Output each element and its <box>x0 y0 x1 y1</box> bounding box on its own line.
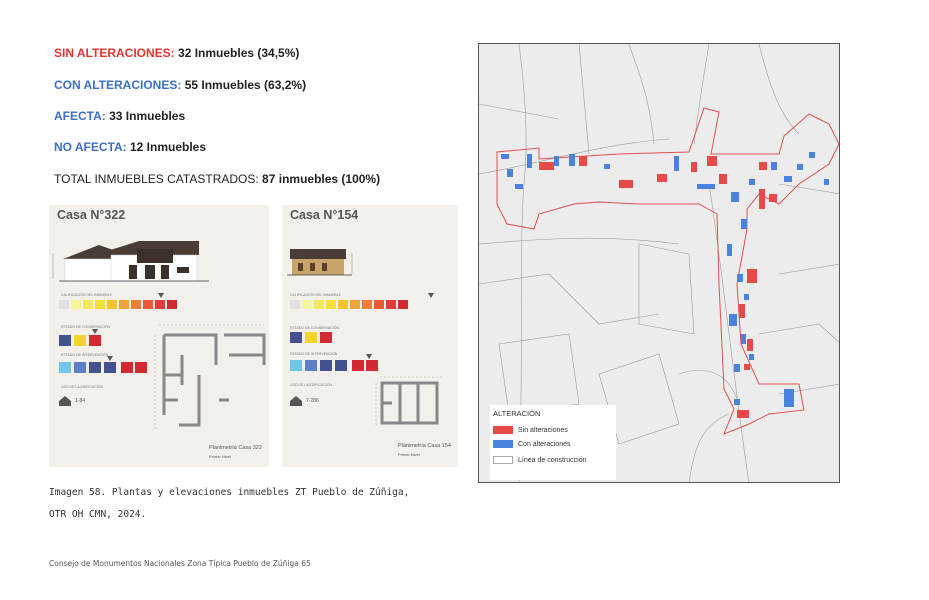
stat-sin-alteraciones <box>54 46 299 60</box>
label-edificacion: USO DE LA EDIFICACIÓN <box>61 385 104 389</box>
scale-cell <box>119 300 129 309</box>
stat-value: 12 Inmuebles <box>130 140 207 154</box>
zone-map <box>478 43 840 483</box>
house-tag: 1-84 <box>75 398 86 404</box>
map-legend <box>490 405 616 480</box>
house-tag: 7-286 <box>306 398 319 404</box>
stat-value: 87 inmuebles (100%) <box>262 172 381 186</box>
legend-item-sin-alteraciones <box>493 426 568 434</box>
scale-cell <box>338 300 348 309</box>
image-caption-line2: OTR OH CMN, 2024. <box>49 509 147 520</box>
stat-total <box>54 172 380 186</box>
scale-cell <box>59 300 69 309</box>
stat-value: 33 Inmuebles <box>109 109 186 123</box>
page-footer: Consejo de Monumentos Nacionales Zona Típica Pueblo de Zúñiga 65 <box>49 559 311 568</box>
scale-cell <box>155 300 165 309</box>
stat-no-afecta <box>54 140 206 154</box>
legend-label: Sin alteraciones <box>518 426 568 434</box>
house-card-154 <box>282 205 458 467</box>
stat-label: NO AFECTA: <box>54 140 127 154</box>
label-intervencion: ESTADO DE INTERVENCIÓN <box>290 352 338 356</box>
scale-cell <box>350 300 360 309</box>
scale-322 <box>59 300 177 309</box>
plan-label: Planimetría Casa 322 <box>209 445 262 451</box>
scale-cell <box>386 300 396 309</box>
label-conservacion: ESTADO DE CONSERVACIÓN <box>61 325 111 329</box>
scale-cell <box>290 300 300 309</box>
stat-label: AFECTA: <box>54 109 106 123</box>
stat-value: 55 Inmuebles (63,2%) <box>184 78 307 92</box>
stat-label: CON ALTERACIONES: <box>54 78 182 92</box>
stat-label: TOTAL INMUEBLES CATASTRADOS: <box>54 172 259 186</box>
label-edificacion: USO DE LA EDIFICACIÓN <box>290 383 333 387</box>
scale-cell <box>83 300 93 309</box>
house-title: Casa N°154 <box>290 208 359 222</box>
stat-value: 32 Inmuebles (34,5%) <box>178 46 300 60</box>
legend-title: ALTERACIÓN <box>493 409 541 418</box>
scale-cell <box>314 300 324 309</box>
scale-cell <box>131 300 141 309</box>
scale-cell <box>71 300 81 309</box>
scale-cell <box>362 300 372 309</box>
label-intervencion: ESTADO DE INTERVENCIÓN <box>61 353 109 357</box>
scale-154 <box>290 300 408 309</box>
stat-con-alteraciones <box>54 78 306 92</box>
legend-label: Línea de construcción <box>518 456 587 464</box>
scale-cell <box>167 300 177 309</box>
house-card-graphics-154 <box>282 205 458 467</box>
house-title: Casa N°322 <box>57 208 126 222</box>
stat-label: SIN ALTERACIONES: <box>54 46 175 60</box>
house-card-graphics-322 <box>49 205 269 467</box>
plan-sub: Primer Nivel <box>209 454 231 459</box>
image-caption-line1: Imagen 58. Plantas y elevaciones inmuebles ZT Pueblo de Zúñiga, <box>49 487 410 498</box>
plan-sub: Primer Nivel <box>398 452 420 457</box>
plan-label: Planimetría Casa 154 <box>398 443 451 449</box>
scale-cell <box>374 300 384 309</box>
scale-cell <box>107 300 117 309</box>
scale-cell <box>326 300 336 309</box>
legend-swatch <box>493 426 513 434</box>
label-calificacion: CALIFICACIÓN DEL INMUEBLE <box>290 293 342 297</box>
scale-cell <box>95 300 105 309</box>
stat-afecta <box>54 109 185 123</box>
legend-item-con-alteraciones <box>493 440 571 448</box>
label-calificacion: CALIFICACIÓN DEL INMUEBLE <box>61 293 113 297</box>
legend-swatch <box>493 456 513 464</box>
scale-cell <box>143 300 153 309</box>
house-card-322 <box>49 205 269 467</box>
legend-item-linea-construccion <box>493 456 587 464</box>
scale-cell <box>398 300 408 309</box>
legend-swatch <box>493 440 513 448</box>
label-conservacion: ESTADO DE CONSERVACIÓN <box>290 326 340 330</box>
legend-label: Con alteraciones <box>518 440 571 448</box>
scale-cell <box>302 300 312 309</box>
